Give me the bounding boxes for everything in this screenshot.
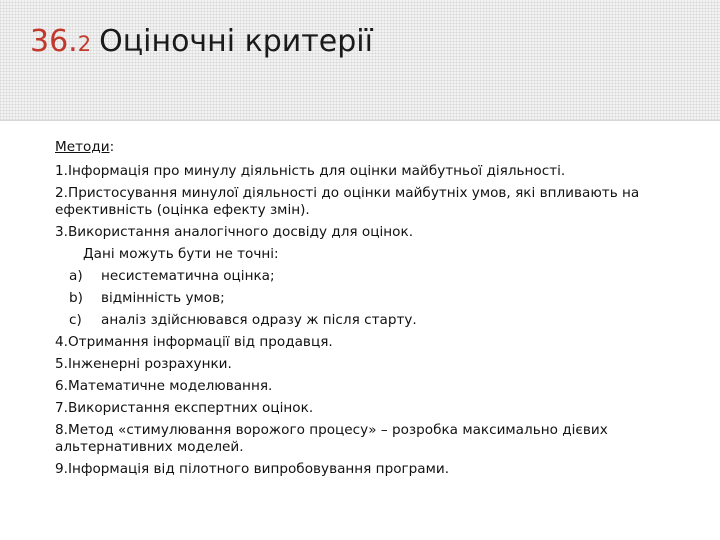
slide-number: 36. [30,24,78,59]
method-item-5: 5.Інженерні розрахунки. [55,356,232,372]
subitem-text: несистематична оцінка; [101,268,275,284]
slide-subnumber: 2 [77,32,92,56]
subitem-text: відмінність умов; [101,290,225,306]
slide-header [0,0,720,121]
method-item-1: 1.Інформація про минулу діяльність для оцінки майбутньої діяльності. [55,163,566,179]
method-subitem-a [55,265,695,287]
slide-title [30,22,373,64]
method-subitem-b [55,287,695,309]
method-item-2: 2.Пристосування минулої діяльності до оцінки майбутніх умов, які впливають на ефективність (оцінка ефекту змін). [55,185,640,218]
subitem-marker: c) [69,312,82,328]
methods-heading-colon: : [109,139,115,155]
method-item-9: 9.Інформація від пілотного випробовування програми. [55,461,450,477]
methods-heading-line [55,136,695,158]
method-item-8: 8.Метод «стимулювання ворожого процесу» – розробка максимально дієвих альтернативних моделей. [55,422,608,455]
subitem-text: аналіз здійснювався одразу ж після старту. [101,312,417,328]
method-item-6: 6.Математичне моделювання. [55,378,273,394]
method-item-7: 7.Використання експертних оцінок. [55,400,314,416]
slide-body [55,136,695,480]
method-note: Дані можуть бути не точні: [83,246,279,262]
method-item-4: 4.Отримання інформації від продавця. [55,334,333,350]
subitem-marker: a) [69,268,83,284]
subitem-marker: b) [69,290,83,306]
methods-heading: Методи [55,139,110,155]
method-item-3: 3.Використання аналогічного досвіду для оцінок. [55,224,414,240]
slide-title-text: Оціночні критерії [99,24,373,59]
method-subitem-c [55,309,695,331]
